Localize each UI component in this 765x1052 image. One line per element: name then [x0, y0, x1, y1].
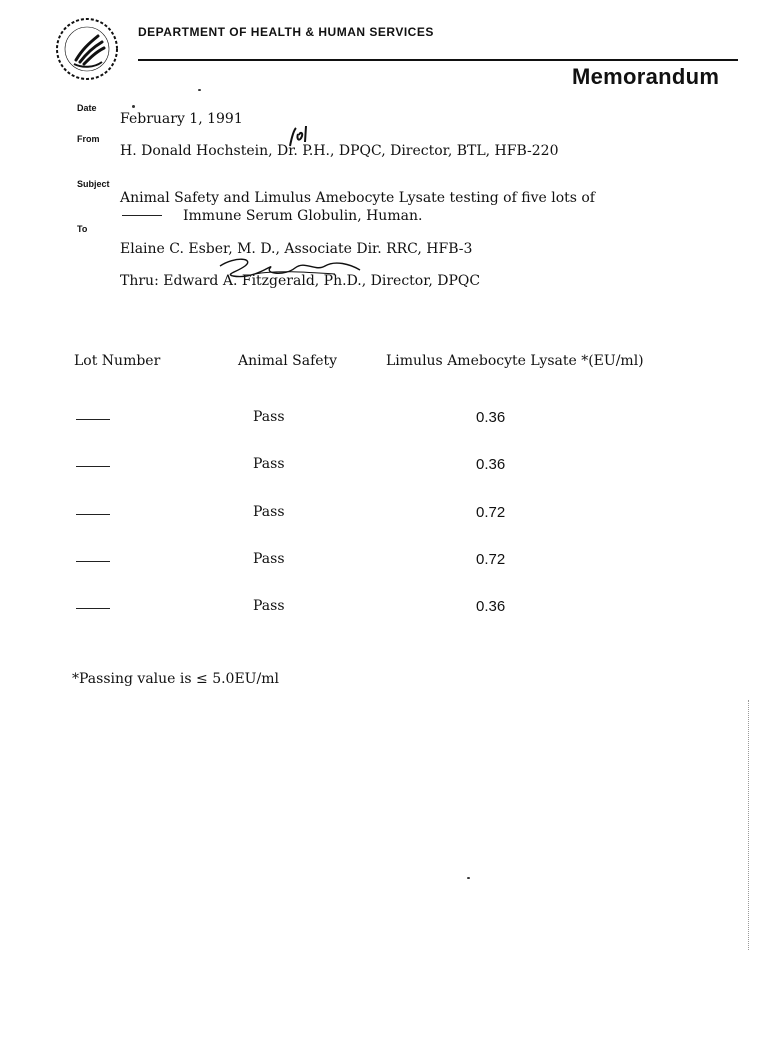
animal-safety-cell: Pass: [253, 409, 285, 425]
animal-safety-cell: Pass: [253, 504, 285, 520]
col-header-lot: Lot Number: [74, 353, 161, 369]
animal-safety-cell: Pass: [253, 456, 285, 472]
redacted-lot-number: [76, 466, 110, 467]
table-row: [0, 409, 765, 439]
table-row: [0, 456, 765, 486]
subject-label: Subject: [77, 179, 110, 189]
from-value: H. Donald Hochstein, Dr. P.H., DPQC, Director, BTL, HFB-220: [120, 143, 559, 159]
department-name: DEPARTMENT OF HEALTH & HUMAN SERVICES: [138, 25, 434, 39]
lal-cell: 0.72: [476, 504, 506, 521]
lal-cell: 0.36: [476, 456, 506, 473]
redacted-lot-mark: [122, 215, 162, 216]
thru-value: Thru: Edward A. Fitzgerald, Ph.D., Director, DPQC: [120, 273, 481, 289]
footnote: *Passing value is ≤ 5.0EU/ml: [72, 671, 279, 687]
subject-line-2: Immune Serum Globulin, Human.: [183, 208, 423, 224]
scan-speck: [198, 89, 201, 91]
col-header-lal: Limulus Amebocyte Lysate *(EU/ml): [386, 353, 644, 369]
table-row: [0, 598, 765, 628]
to-label: To: [77, 224, 88, 234]
date-value: February 1, 1991: [120, 111, 243, 127]
from-label: From: [77, 134, 100, 144]
scan-speck: [467, 877, 470, 879]
header-rule: [138, 59, 738, 61]
animal-safety-cell: Pass: [253, 551, 285, 567]
scan-speck: [132, 105, 135, 108]
lal-cell: 0.36: [476, 598, 506, 615]
animal-safety-cell: Pass: [253, 598, 285, 614]
table-row: [0, 551, 765, 581]
redacted-lot-number: [76, 419, 110, 420]
handwritten-signature: [215, 254, 365, 284]
memo-title: Memorandum: [572, 64, 720, 89]
handwritten-initials: [286, 122, 316, 152]
col-header-animal-safety: Animal Safety: [238, 353, 338, 369]
lal-cell: 0.72: [476, 551, 506, 568]
redacted-lot-number: [76, 514, 110, 515]
to-value: Elaine C. Esber, M. D., Associate Dir. RRC, HFB-3: [120, 241, 473, 257]
scan-edge-artifact: [748, 700, 750, 950]
table-row: [0, 504, 765, 534]
redacted-lot-number: [76, 608, 110, 609]
redacted-lot-number: [76, 561, 110, 562]
lal-cell: 0.36: [476, 409, 506, 426]
date-label: Date: [77, 103, 97, 113]
hhs-seal-icon: [52, 14, 122, 84]
subject-line-1: Animal Safety and Limulus Amebocyte Lysate testing of five lots of: [120, 190, 595, 206]
